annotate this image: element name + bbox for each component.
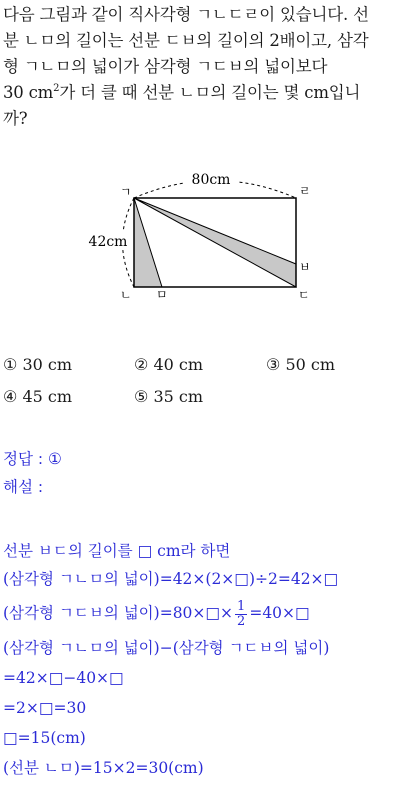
solution-line-3: (삼각형 ㄱㄷㅂ의 넓이)=80×□× $\frac{1}{2}$ =40×□ — [3, 598, 310, 629]
solution-line-1: 선분 ㅂㄷ의 길이를 □ cm라 하면 — [3, 542, 231, 560]
choice-row-2 — [3, 381, 397, 413]
solution-line-7: □=15(cm) — [3, 729, 86, 747]
side-length-label: 42cm — [88, 234, 128, 250]
area-value: 30 cm — [3, 83, 54, 102]
vertex-n: ㄴ — [120, 288, 132, 302]
area-exponent: 2 — [53, 83, 60, 94]
solution-line-8: (선분 ㄴㅁ)=15×2=30(cm) — [3, 759, 204, 777]
solution-line-2: (삼각형 ㄱㄴㅁ의 넓이)=42×(2×□)÷2=42×□ — [3, 570, 339, 588]
vertex-m: ㅁ — [156, 288, 168, 302]
problem-line-4-rest: 가 더 클 때 선분 ㄴㅁ의 길이는 몇 cm입니 — [59, 83, 361, 102]
vertex-d: ㄷ — [298, 288, 310, 302]
choice-1[interactable]: ① 30 cm — [3, 355, 73, 374]
solution-line-6: =2×□=30 — [3, 699, 87, 717]
rectangle-figure — [0, 165, 400, 305]
fraction-one-half: $\frac{1}{2}$ — [237, 598, 246, 629]
problem-line-3: 형 ㄱㄴㅁ의 넓이가 삼각형 ㄱㄷㅂ의 넓이보다 — [3, 57, 328, 76]
problem-line-1: 다음 그림과 같이 직사각형 ㄱㄴㄷㄹ이 있습니다. 선 — [3, 5, 369, 24]
choice-5[interactable]: ⑤ 35 cm — [134, 387, 204, 406]
solution-line-5: =42×□−40×□ — [3, 669, 124, 687]
vertex-g: ㄱ — [120, 185, 132, 199]
answer-label: 정답 : ① — [3, 450, 62, 468]
solution-section — [3, 447, 397, 783]
answer-choices — [3, 349, 397, 413]
choice-row-1 — [3, 349, 397, 381]
problem-line-2: 분 ㄴㅁ의 길이는 선분 ㄷㅂ의 길이의 2배이고, 삼각 — [3, 31, 369, 50]
problem-line-4 — [3, 80, 397, 106]
choice-3[interactable]: ③ 50 cm — [266, 355, 336, 374]
solution-line-4: (삼각형 ㄱㄴㅁ의 넓이)−(삼각형 ㄱㄷㅂ의 넓이) — [3, 639, 330, 657]
top-length-label: 80cm — [191, 172, 231, 188]
problem-statement — [3, 2, 397, 132]
explanation-label: 해설 : — [3, 478, 44, 496]
vertex-r: ㄹ — [299, 184, 311, 198]
choice-4[interactable]: ④ 45 cm — [3, 387, 73, 406]
vertex-b: ㅂ — [299, 260, 311, 274]
choice-2[interactable]: ② 40 cm — [134, 355, 204, 374]
problem-line-5: 까? — [3, 109, 28, 128]
